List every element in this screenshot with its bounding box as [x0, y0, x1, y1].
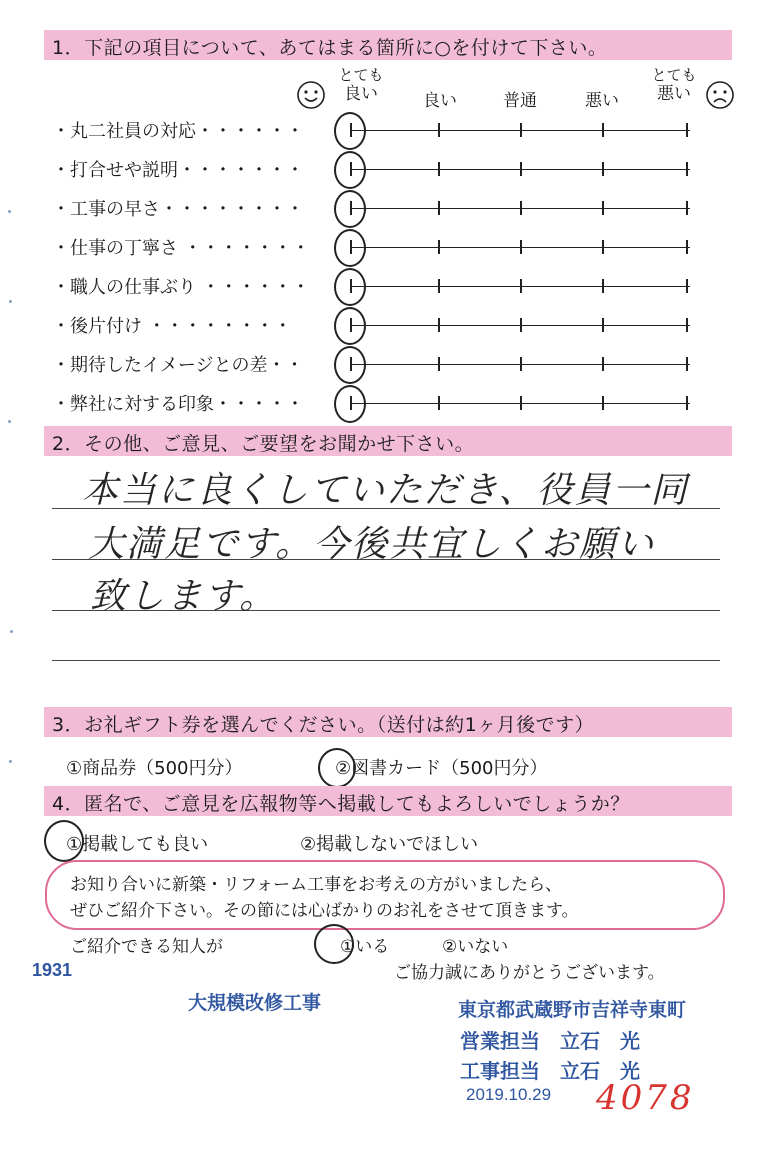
- gift-option-product-voucher[interactable]: ①商品券（500円分）: [66, 758, 243, 779]
- rating-scale-tick[interactable]: [520, 162, 522, 176]
- rating-scale-tick[interactable]: [602, 123, 604, 137]
- rating-item-label: ・工事の早さ・・・・・・・・: [52, 199, 304, 220]
- rating-scale-tick[interactable]: [438, 240, 440, 254]
- bleed-mark: [9, 760, 12, 763]
- rating-scale-tick[interactable]: [438, 162, 440, 176]
- rating-scale-tick[interactable]: [686, 162, 688, 176]
- thanks-message: ご協力誠にありがとうございます。: [394, 963, 665, 983]
- section1-header-band: [44, 30, 732, 60]
- rating-scale-tick[interactable]: [602, 318, 604, 332]
- handwritten-comment-line-1: 本当に良くしていただき、役員一同: [82, 470, 689, 511]
- rating-item-label: ・期待したイメージとの差・・: [52, 355, 304, 376]
- publish-selection-circle: [44, 820, 84, 862]
- rating-item-label: ・仕事の丁寧さ ・・・・・・・: [52, 238, 310, 259]
- stamp-project: 大規模改修工事: [188, 993, 322, 1014]
- rating-scale-tick[interactable]: [438, 201, 440, 215]
- rating-scale-tick[interactable]: [520, 123, 522, 137]
- rating-selection-circle: [334, 190, 366, 228]
- col-average: 普通: [503, 91, 537, 111]
- referral-box-line-2: ぜひご紹介下さい。その節には心ばかりのお礼をさせて頂きます。: [70, 901, 579, 921]
- rating-scale-tick[interactable]: [602, 162, 604, 176]
- stamp-address: 東京都武蔵野市吉祥寺東町: [458, 1000, 687, 1021]
- rating-scale-tick[interactable]: [520, 279, 522, 293]
- rating-scale-tick[interactable]: [602, 357, 604, 371]
- handwritten-comment-line-3: 致します。: [90, 576, 278, 617]
- rating-scale-tick[interactable]: [520, 396, 522, 410]
- rating-scale-tick[interactable]: [520, 318, 522, 332]
- rating-scale-tick[interactable]: [602, 396, 604, 410]
- rating-scale-tick[interactable]: [520, 357, 522, 371]
- col-very-good-bottom: 良い: [344, 84, 378, 104]
- stamp-date: 2019.10.29: [466, 1085, 552, 1104]
- rating-selection-circle: [334, 151, 366, 189]
- rating-item-label: ・丸二社員の対応・・・・・・: [52, 121, 304, 142]
- rating-item-label: ・弊社に対する印象・・・・・: [52, 394, 304, 415]
- section3-header: 3．お礼ギフト券を選んでください。（送付は約1ヶ月後です）: [52, 714, 595, 736]
- comment-line: [52, 660, 720, 661]
- section2-header: 2．その他、ご意見、ご要望をお聞かせ下さい。: [52, 433, 475, 455]
- rating-scale-tick[interactable]: [686, 123, 688, 137]
- rating-selection-circle: [334, 346, 366, 384]
- stamp-number: 1931: [32, 960, 73, 980]
- section4-header: 4．匿名で、ご意見を広報物等へ掲載してもよろしいでしょうか？: [52, 793, 630, 815]
- rating-scale-tick[interactable]: [686, 396, 688, 410]
- rating-scale-tick[interactable]: [602, 240, 604, 254]
- referral-selection-circle: [314, 924, 354, 964]
- rating-selection-circle: [334, 229, 366, 267]
- col-very-good: [333, 66, 389, 104]
- col-very-bad-top: とても: [651, 66, 697, 84]
- section3-header-band: [44, 707, 732, 737]
- rating-scale-tick[interactable]: [438, 318, 440, 332]
- sad-face-icon: [705, 80, 735, 110]
- rating-item-label: ・後片付け ・・・・・・・・: [52, 316, 292, 337]
- handwritten-number: 4078: [596, 1078, 695, 1118]
- referral-option-yes[interactable]: ①いる: [340, 937, 390, 957]
- col-very-bad-bottom: 悪い: [657, 84, 691, 104]
- rating-selection-circle: [334, 385, 366, 423]
- bleed-mark: [9, 300, 12, 303]
- rating-scale-tick[interactable]: [438, 357, 440, 371]
- col-very-good-top: とても: [338, 66, 384, 84]
- publish-option-ok[interactable]: ①掲載しても良い: [66, 834, 209, 855]
- rating-scale-tick[interactable]: [686, 357, 688, 371]
- section1-header: 1．下記の項目について、あてはまる箇所に○を付けて下さい。: [52, 37, 608, 59]
- handwritten-comment-line-2: 大満足です。今後共宜しくお願い: [88, 524, 656, 565]
- col-good: 良い: [423, 91, 457, 111]
- gift-option-book-card[interactable]: ②図書カード（500円分）: [335, 758, 548, 779]
- rating-scale-tick[interactable]: [686, 318, 688, 332]
- col-bad: 悪い: [585, 91, 619, 111]
- rating-scale-tick[interactable]: [520, 240, 522, 254]
- section4-header-band: [44, 786, 732, 816]
- referral-question: ご紹介できる知人が: [70, 937, 223, 957]
- col-very-bad: [646, 66, 702, 104]
- rating-scale-tick[interactable]: [602, 279, 604, 293]
- rating-item-label: ・打合せや説明・・・・・・・: [52, 160, 304, 181]
- happy-face-icon: [296, 80, 326, 110]
- rating-scale-tick[interactable]: [686, 240, 688, 254]
- rating-scale-tick[interactable]: [438, 279, 440, 293]
- rating-item-label: ・職人の仕事ぶり ・・・・・・: [52, 277, 310, 298]
- referral-box-line-1: お知り合いに新築・リフォーム工事をお考えの方がいましたら、: [70, 875, 563, 895]
- bleed-mark: [8, 210, 11, 213]
- bleed-mark: [10, 630, 13, 633]
- rating-selection-circle: [334, 112, 366, 150]
- rating-scale-tick[interactable]: [686, 279, 688, 293]
- stamp-sales-staff: 営業担当 立石 光: [460, 1031, 640, 1053]
- rating-scale-tick[interactable]: [438, 396, 440, 410]
- section2-header-band: [44, 426, 732, 456]
- rating-selection-circle: [334, 268, 366, 306]
- rating-scale-tick[interactable]: [438, 123, 440, 137]
- rating-scale-tick[interactable]: [602, 201, 604, 215]
- rating-scale-tick[interactable]: [686, 201, 688, 215]
- gift-selection-circle: [318, 748, 356, 788]
- publish-option-no[interactable]: ②掲載しないでほしい: [300, 834, 479, 855]
- bleed-mark: [8, 420, 11, 423]
- stamp-construction-staff: 工事担当 立石 光: [460, 1061, 640, 1083]
- referral-option-no[interactable]: ②いない: [442, 937, 509, 957]
- rating-selection-circle: [334, 307, 366, 345]
- rating-scale-tick[interactable]: [520, 201, 522, 215]
